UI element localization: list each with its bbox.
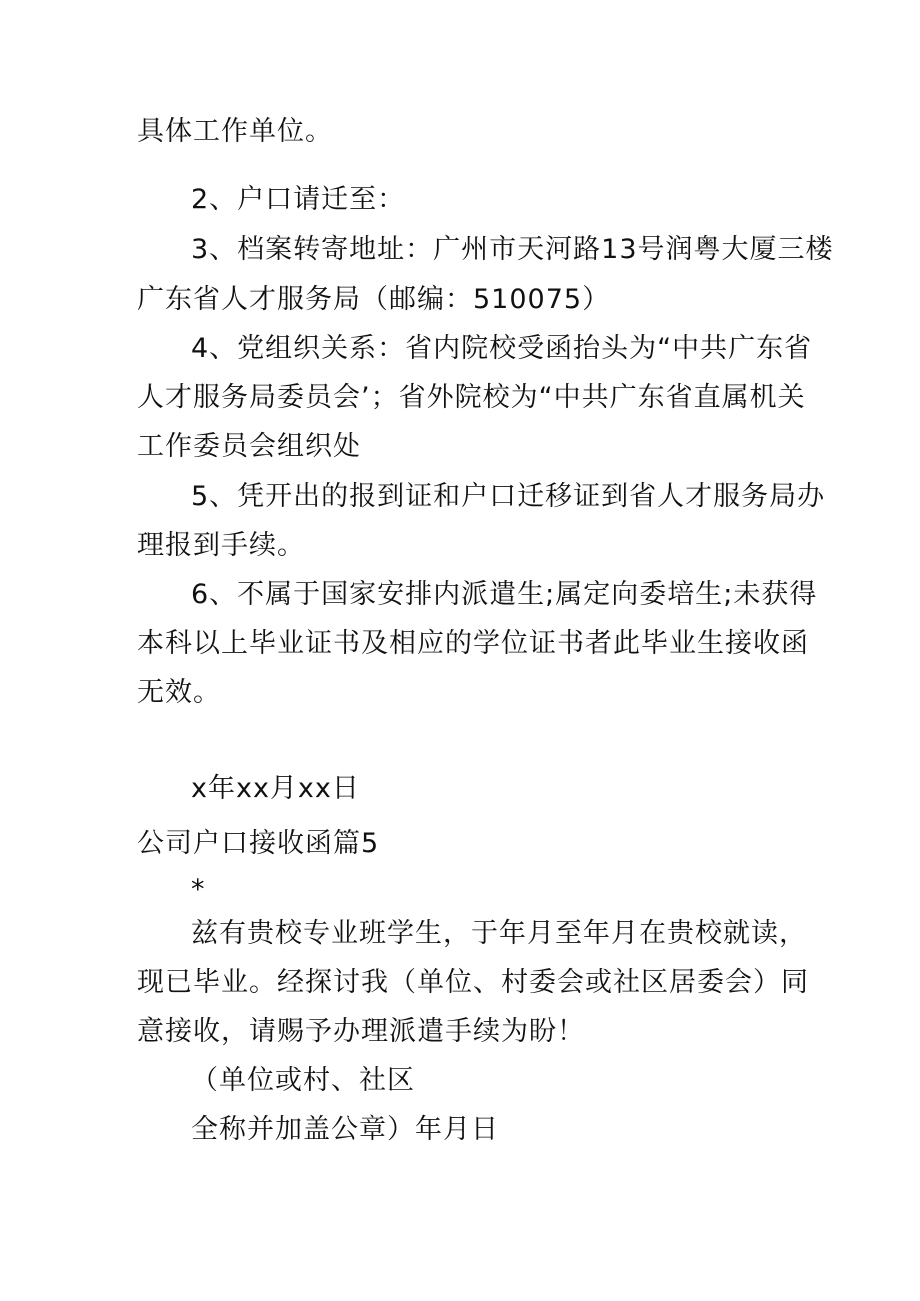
item-2-residence: 2、户口请迁至： bbox=[191, 184, 406, 215]
recipient-placeholder: * bbox=[191, 874, 206, 905]
item-4-party-relation: 4、党组织关系：省内院校受函抬头为“中共广东省 bbox=[191, 333, 813, 364]
date-line: x年xx月xx日 bbox=[191, 773, 360, 804]
item-6-invalid-conditions-cont: 本科以上毕业证书及相应的学位证书者此毕业生接收函 bbox=[137, 628, 809, 659]
item-3-archive-address-cont: 广东省人才服务局（邮编：510075） bbox=[137, 284, 611, 315]
item-6-invalid-conditions-cont: 无效。 bbox=[137, 677, 221, 708]
paragraph-line: 具体工作单位。 bbox=[137, 116, 333, 147]
section-title: 公司户口接收函篇5 bbox=[137, 828, 380, 859]
item-5-report-procedure-cont: 理报到手续。 bbox=[137, 530, 305, 561]
item-3-archive-address: 3、档案转寄地址：广州市天河路13号润粤大厦三楼 bbox=[191, 234, 834, 265]
letter-body-line: 意接收，请赐予办理派遣手续为盼！ bbox=[137, 1016, 585, 1047]
signature-date: 全称并加盖公章）年月日 bbox=[191, 1114, 499, 1145]
item-4-party-relation-cont: 工作委员会组织处 bbox=[137, 431, 361, 462]
item-5-report-procedure: 5、凭开出的报到证和户口迁移证到省人才服务局办 bbox=[191, 481, 826, 512]
signature-unit: （单位或村、社区 bbox=[191, 1065, 415, 1096]
letter-body-line: 现已毕业。经探讨我（单位、村委会或社区居委会）同 bbox=[137, 967, 809, 998]
letter-body-line: 兹有贵校专业班学生，于年月至年月在贵校就读， bbox=[191, 918, 807, 949]
item-4-party-relation-cont: 人才服务局委员会’；省外院校为“中共广东省直属机关 bbox=[137, 382, 806, 413]
item-6-invalid-conditions: 6、不属于国家安排内派遣生;属定向委培生;未获得 bbox=[191, 579, 818, 610]
